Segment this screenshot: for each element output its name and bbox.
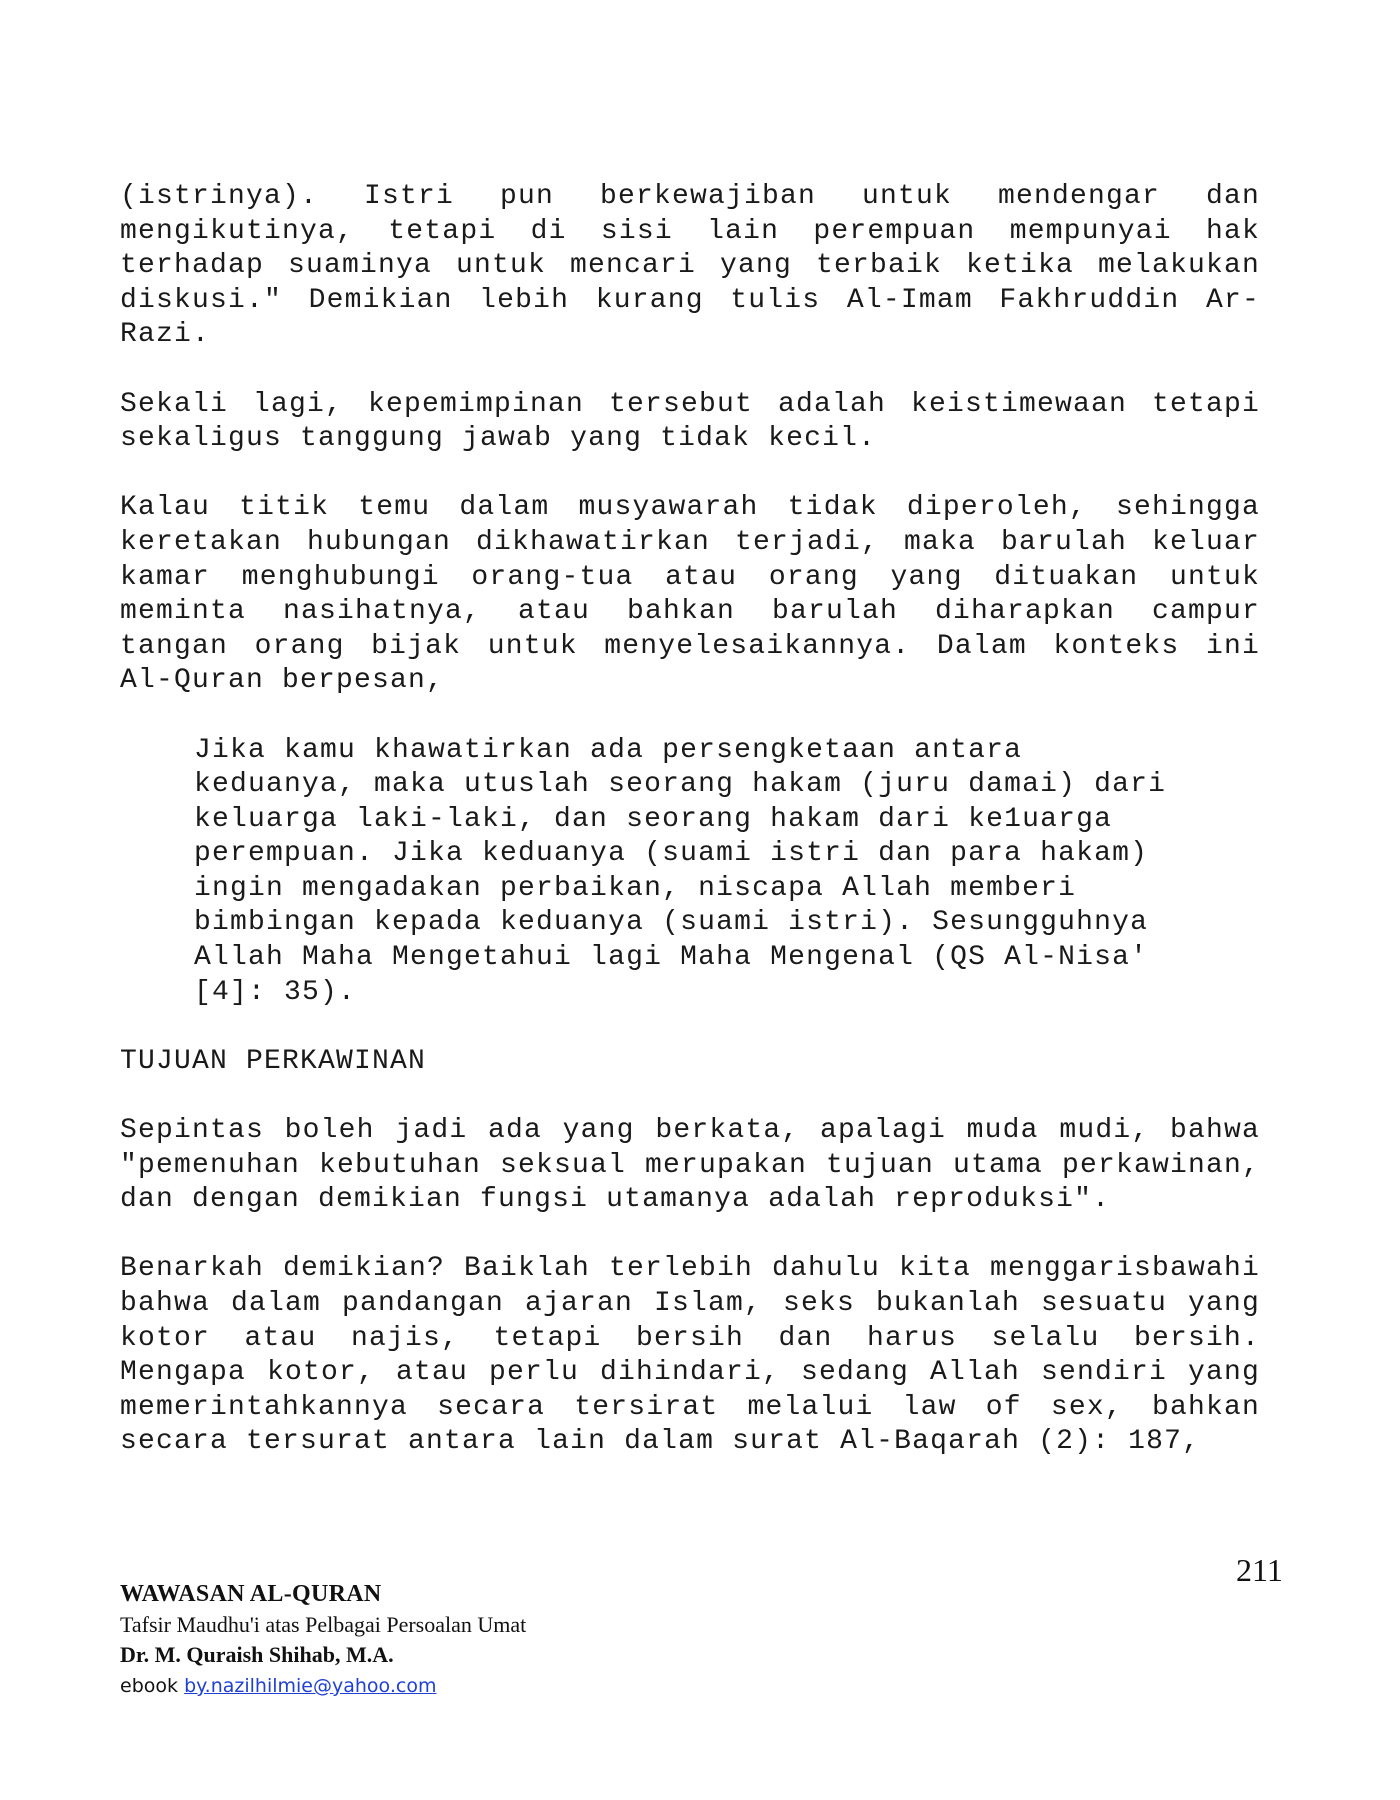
book-title: WAWASAN AL-QURAN [120, 1581, 382, 1607]
paragraph-leadership: Sekali lagi, kepemimpinan tersebut adalah keistimewaan tetapi sekaligus tanggung jawab yang tidak kecil. [120, 388, 1260, 455]
ebook-label: ebook [120, 1675, 179, 1697]
book-subtitle: Tafsir Maudhu'i atas Pelbagai Persoalan Umat [120, 1612, 527, 1637]
paragraph-sex-in-islam: Benarkah demikian? Baiklah terlebih dahulu kita menggarisbawahi bahwa dalam pandangan ajaran Islam, seks bukanlah sesuatu yang kotor atau najis, tetapi bersih dan harus selalu bersih. Mengapa kotor, atau perlu dihindari, sedang Allah sendiri yang memerintahkannya secara tersirat melalui law of sex, bahkan secara tersurat antara lain dalam surat Al-Baqarah (2): 187, [120, 1253, 1260, 1458]
paragraph-marriage-purpose: Sepintas boleh jadi ada yang berkata, apalagi muda mudi, bahwa "pemenuhan kebutuhan seksual merupakan tujuan utama perkawinan, dan dengan demikian fungsi utamanya adalah reproduksi". [120, 1115, 1260, 1216]
section-heading: TUJUAN PERKAWINAN [120, 1045, 427, 1077]
page-body [120, 180, 1260, 1495]
page-number: 211 [1236, 1552, 1283, 1588]
book-author: Dr. M. Quraish Shihab, M.A. [120, 1642, 394, 1667]
paragraph-consultation: Kalau titik temu dalam musyawarah tidak diperoleh, sehingga keretakan hubungan dikhawatirkan terjadi, maka barulah keluar kamar menghubungi orang-tua atau orang yang dituakan untuk meminta nasihatnya, atau bahkan barulah diharapkan campur tangan orang bijak untuk menyelesaikannya. Dalam konteks ini Al-Quran berpesan, [120, 492, 1260, 697]
ebook-credit [120, 1670, 526, 1702]
ebook-email-link[interactable]: by.nazilhilmie@yahoo.com [184, 1675, 437, 1697]
page-footer [120, 1578, 526, 1702]
paragraph-razi-quote-end: (istrinya). Istri pun berkewajiban untuk mendengar dan mengikutinya, tetapi di sisi lain perempuan mempunyai hak terhadap suaminya untuk mencari yang terbaik ketika melakukan diskusi." Demikian lebih kurang tulis Al-Imam Fakhruddin Ar-Razi. [120, 181, 1260, 351]
quran-quote-block: Jika kamu khawatirkan ada persengketaan antara keduanya, maka utuslah seorang hakam (juru damai) dari keluarga laki-laki, dan seorang hakam dari ke1uarga perempuan. Jika keduanya (suami istri dan para hakam) ingin mengadakan perbaikan, niscapa Allah memberi bimbingan kepada keduanya (suami istri). Sesungguhnya Allah Maha Mengetahui lagi Maha Mengenal (QS Al-Nisa' [4]: 35). [194, 734, 1167, 1008]
